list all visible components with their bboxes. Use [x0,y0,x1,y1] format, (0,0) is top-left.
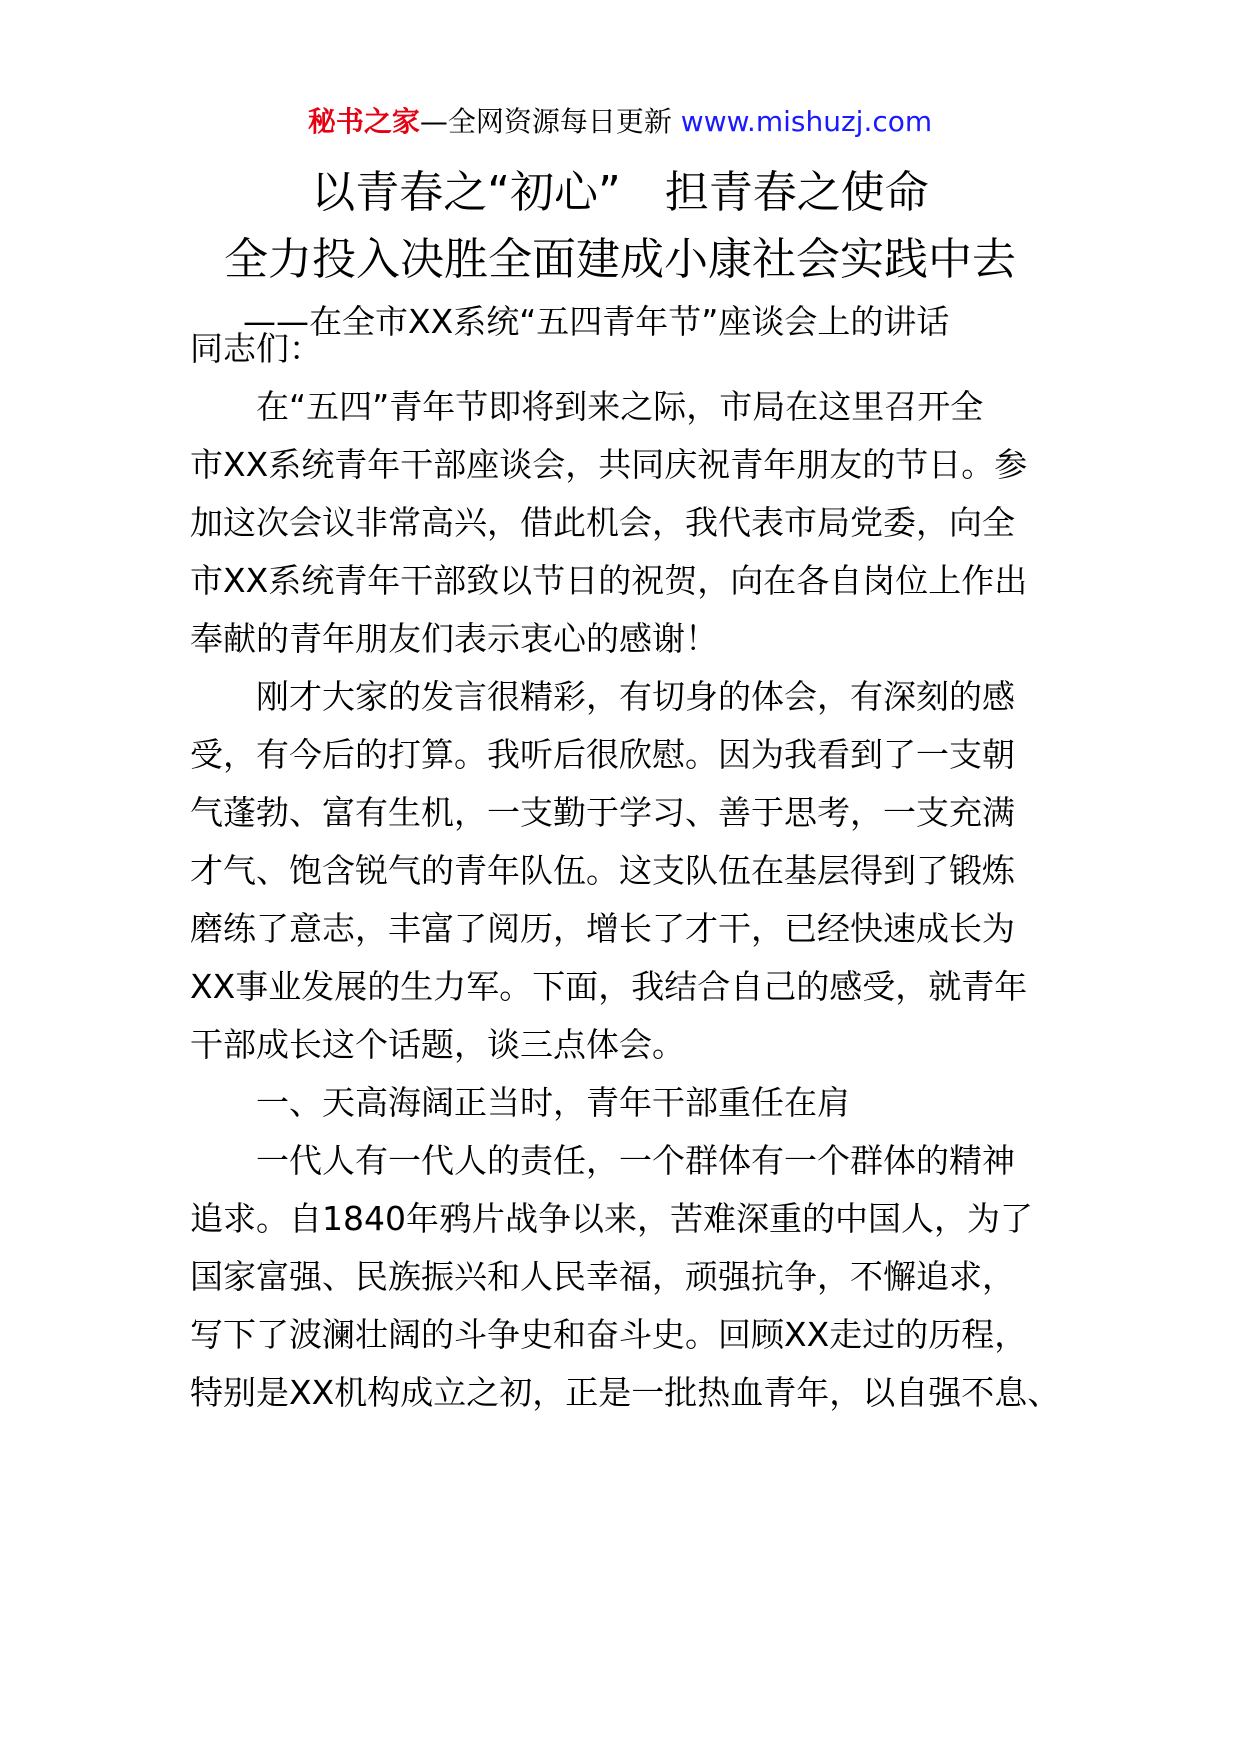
site-brand: 秘书之家 [307,105,420,138]
body-line: 磨练了意志，丰富了阅历，增长了才干，已经快速成长为 [190,909,1015,948]
body-line: 刚才大家的发言很精彩，有切身的体会，有深刻的感 [256,677,1015,716]
body-line: 国家富强、民族振兴和人民幸福，顽强抗争，不懈追求， [190,1257,1015,1296]
body-line: 受，有今后的打算。我听后很欣慰。因为我看到了一支朝 [190,735,1015,774]
body-line: 才气、饱含锐气的青年队伍。这支队伍在基层得到了锻炼 [190,851,1015,890]
salutation: 同志们： [190,329,322,368]
document-title-line-2: 全力投入决胜全面建成小康社会实践中去 [224,234,1016,285]
body-line: 干部成长这个话题，谈三点体会。 [190,1025,685,1064]
document-title-line-1: 以青春之“初心” 担青春之使命 [311,167,929,218]
body-line: 市XX系统青年干部座谈会，共同庆祝青年朋友的节日。参 [190,445,1028,484]
body-line: 一代人有一代人的责任，一个群体有一个群体的精神 [256,1141,1015,1180]
body-line: 奉献的青年朋友们表示衷心的感谢！ [190,619,718,658]
section-heading: 一、天高海阔正当时，青年干部重任在肩 [256,1083,850,1122]
site-url[interactable]: www.mishuzj.com [680,105,933,138]
document-subtitle: ——在全市XX系统“五四青年节”座谈会上的讲话 [243,302,950,341]
body-line: 加这次会议非常高兴，借此机会，我代表市局党委，向全 [190,503,1015,542]
site-tagline: —全网资源每日更新 [419,105,672,138]
body-line: 市XX系统青年干部致以节日的祝贺，向在各自岗位上作出 [190,561,1028,600]
body-line: 追求。自1840年鸦片战争以来，苦难深重的中国人，为了 [190,1199,1033,1238]
body-line: 写下了波澜壮阔的斗争史和奋斗史。回顾XX走过的历程， [190,1315,1028,1354]
body-line: 特别是XX机构成立之初，正是一批热血青年，以自强不息、 [190,1373,1061,1412]
body-line: 在“五四”青年节即将到来之际，市局在这里召开全 [256,387,984,426]
body-line: XX事业发展的生力军。下面，我结合自己的感受，就青年 [190,967,1028,1006]
site-header [0,100,1240,144]
body-line: 气蓬勃、富有生机，一支勤于学习、善于思考，一支充满 [190,793,1015,832]
